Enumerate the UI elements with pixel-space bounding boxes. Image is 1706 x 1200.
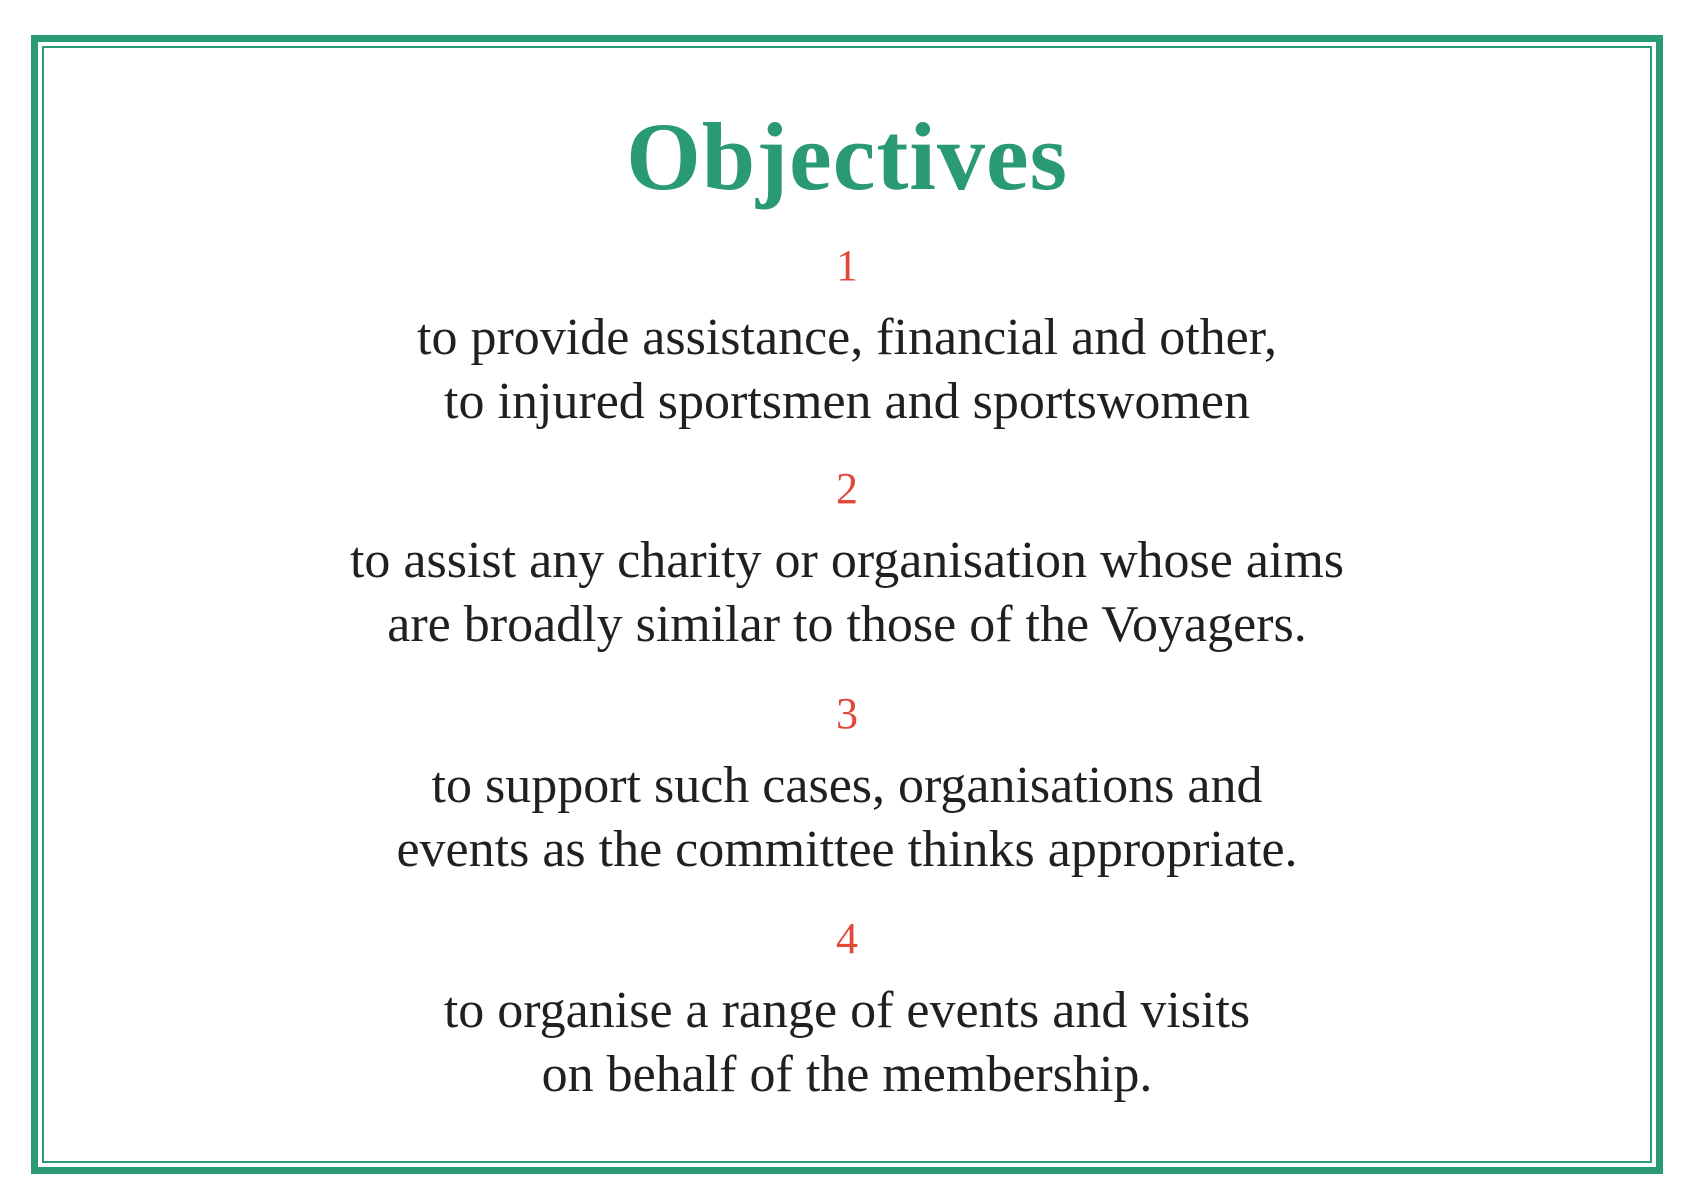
objective-number: 2 [836, 464, 858, 513]
objective-item [42, 241, 1652, 434]
objective-text-line: to provide assistance, financial and other, [417, 309, 1277, 366]
objective-item [42, 464, 1652, 657]
page-title: Objectives [626, 103, 1068, 210]
objective-text-line: are broadly similar to those of the Voyagers. [387, 596, 1307, 653]
objective-text-line: to injured sportsmen and sportswomen [444, 373, 1250, 430]
objective-number: 4 [836, 914, 858, 963]
objective-text-line: to support such cases, organisations and [431, 757, 1263, 814]
objective-text-line: events as the committee thinks appropriate. [396, 821, 1298, 878]
objective-number: 1 [836, 241, 858, 290]
objectives-page [42, 46, 1652, 1163]
objective-text-line: to organise a range of events and visits [443, 982, 1251, 1039]
objective-number: 3 [836, 689, 858, 738]
objective-item [42, 914, 1652, 1107]
objective-text-line: on behalf of the membership. [541, 1046, 1153, 1103]
objective-text-line: to assist any charity or organisation whose aims [349, 532, 1345, 589]
objective-item [42, 689, 1652, 882]
